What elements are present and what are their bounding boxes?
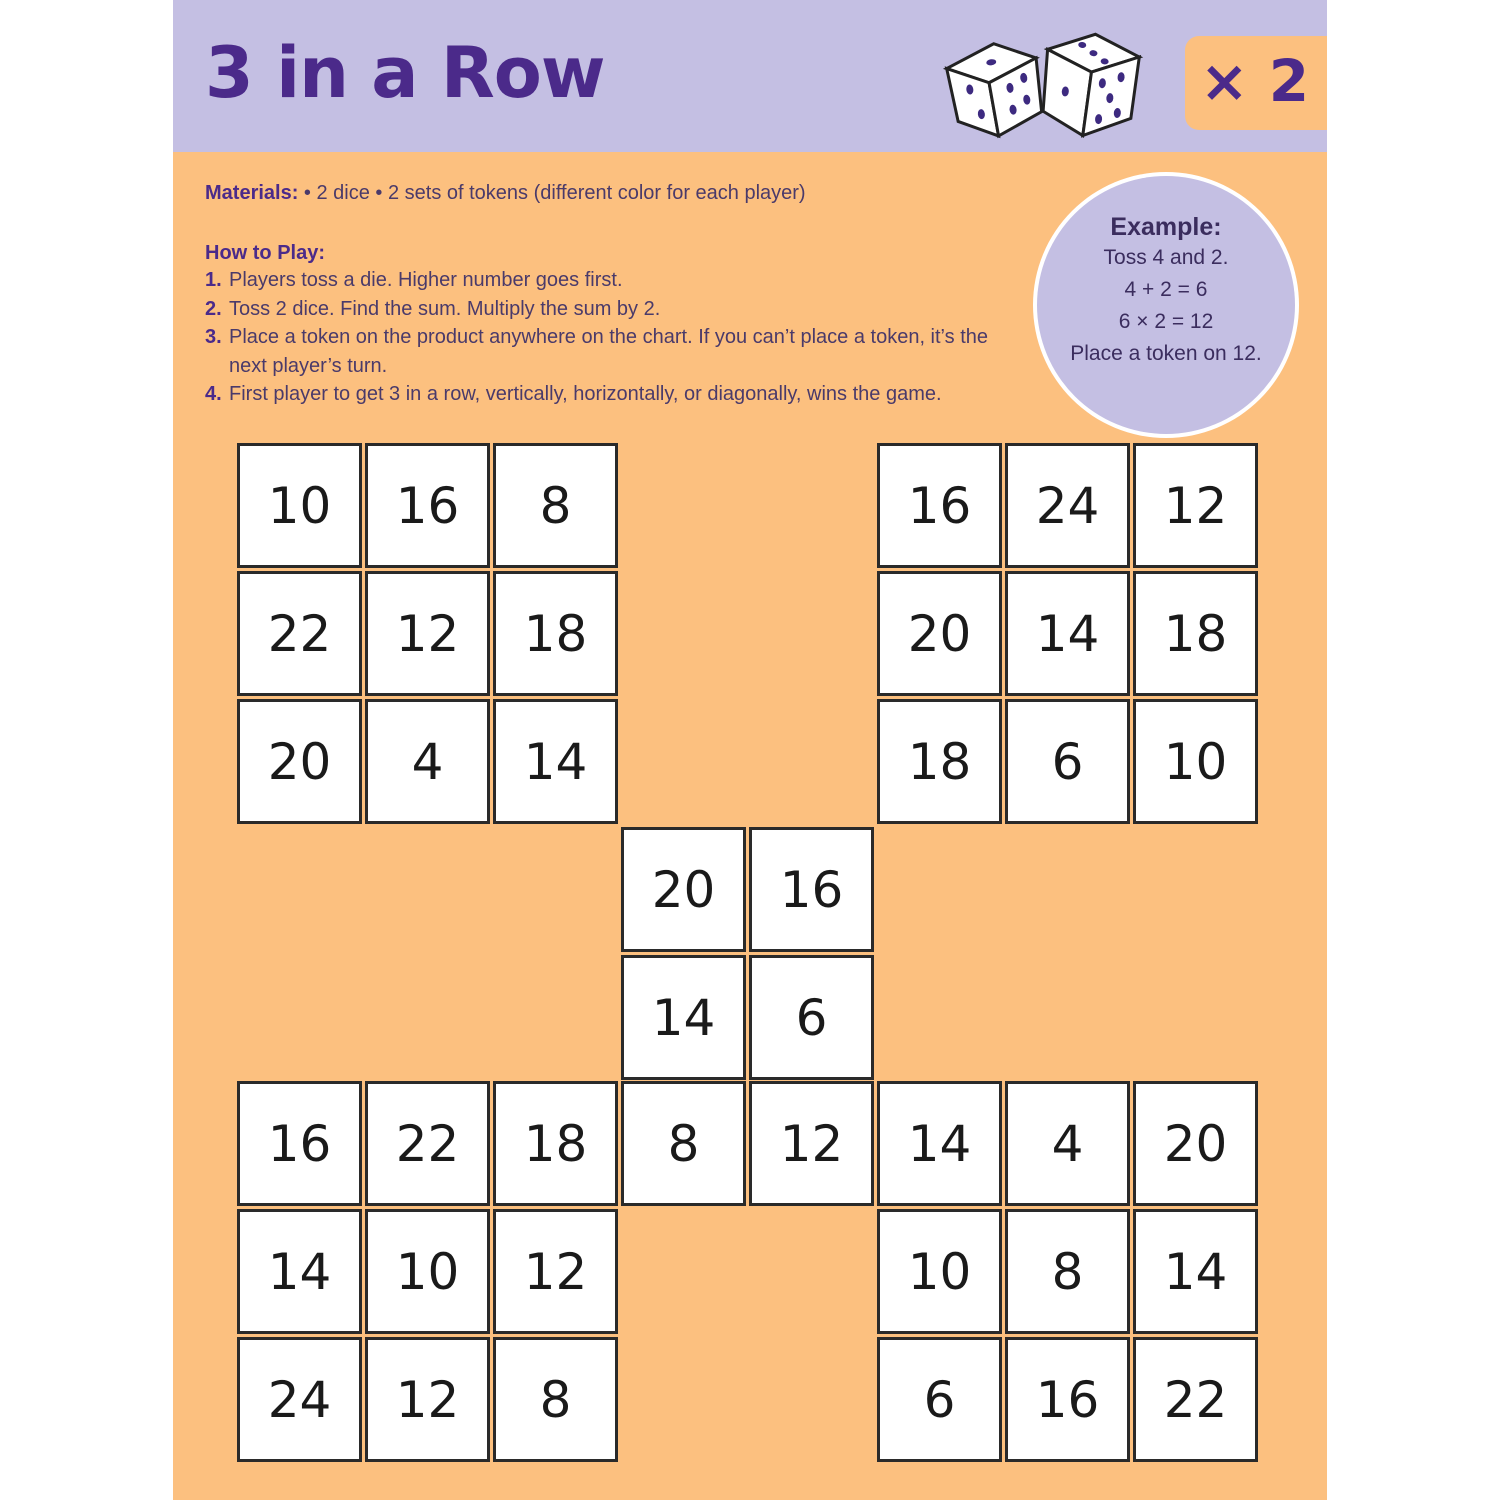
materials-text: • 2 dice • 2 sets of tokens (different color for each player) <box>298 182 806 204</box>
example-line: Place a token on 12. <box>1070 342 1262 365</box>
board-cell[interactable]: 14 <box>237 1209 362 1334</box>
instructions <box>205 180 1025 409</box>
board-cell[interactable]: 4 <box>365 699 490 824</box>
dice-icon <box>940 24 1150 146</box>
step-number: 3. <box>205 326 222 348</box>
step-text: Place a token on the product anywhere on the chart. If you can’t place a token, it’s the next player’s turn. <box>229 326 988 377</box>
board-cell[interactable]: 12 <box>365 1337 490 1462</box>
steps-list <box>205 266 1025 409</box>
step-text: Toss 2 dice. Find the sum. Multiply the sum by 2. <box>229 297 661 320</box>
board-cell[interactable]: 12 <box>749 1081 874 1206</box>
example-line: 6 × 2 = 12 <box>1118 310 1214 333</box>
board-cell[interactable]: 24 <box>1005 443 1130 568</box>
board-cell[interactable]: 14 <box>1133 1209 1258 1334</box>
board-cell[interactable]: 18 <box>877 699 1002 824</box>
step-item <box>205 295 1025 324</box>
multiplier-label: × 2 <box>1200 47 1310 115</box>
step-number: 4. <box>205 383 222 405</box>
board-cell[interactable]: 12 <box>1133 443 1258 568</box>
step-item <box>205 266 1025 295</box>
example-circle <box>1037 176 1295 434</box>
board-cell[interactable]: 16 <box>365 443 490 568</box>
board-cell[interactable]: 18 <box>1133 571 1258 696</box>
step-text: First player to get 3 in a row, vertically, horizontally, or diagonally, wins the game. <box>229 383 942 405</box>
board-cell[interactable]: 16 <box>1005 1337 1130 1462</box>
board-cell[interactable]: 22 <box>1133 1337 1258 1462</box>
step-number: 1. <box>205 269 222 291</box>
page-title: 3 in a Row <box>205 32 605 114</box>
board-cell[interactable]: 4 <box>1005 1081 1130 1206</box>
materials-label: Materials: <box>205 182 299 204</box>
step-item <box>205 380 1025 409</box>
board-cell[interactable]: 8 <box>1005 1209 1130 1334</box>
board-cell[interactable]: 16 <box>749 827 874 952</box>
board-cell[interactable]: 18 <box>493 1081 618 1206</box>
example-title: Example: <box>1110 213 1222 241</box>
how-to-play-title: How to Play: <box>205 242 326 264</box>
board-cell[interactable]: 14 <box>621 955 746 1080</box>
board-cell[interactable]: 24 <box>237 1337 362 1462</box>
board-cell[interactable]: 12 <box>365 571 490 696</box>
step-item <box>205 323 1025 380</box>
board-cell[interactable]: 22 <box>237 571 362 696</box>
materials-line <box>205 180 1025 206</box>
board-cell[interactable]: 14 <box>493 699 618 824</box>
board-cell[interactable]: 8 <box>493 1337 618 1462</box>
board-cell[interactable]: 16 <box>877 443 1002 568</box>
board-cell[interactable]: 6 <box>1005 699 1130 824</box>
board-cell[interactable]: 22 <box>365 1081 490 1206</box>
example-line: Toss 4 and 2. <box>1103 246 1229 269</box>
board-cell[interactable]: 20 <box>877 571 1002 696</box>
board-cell[interactable]: 14 <box>877 1081 1002 1206</box>
board-cell[interactable]: 6 <box>749 955 874 1080</box>
board-cell[interactable]: 20 <box>1133 1081 1258 1206</box>
step-text: Players toss a die. Higher number goes first. <box>229 269 623 291</box>
board-cell[interactable]: 6 <box>877 1337 1002 1462</box>
board-cell[interactable]: 8 <box>493 443 618 568</box>
board-cell[interactable]: 12 <box>493 1209 618 1334</box>
board-cell[interactable]: 18 <box>493 571 618 696</box>
board-cell[interactable]: 10 <box>877 1209 1002 1334</box>
example-line: 4 + 2 = 6 <box>1124 278 1208 301</box>
board-cell[interactable]: 8 <box>621 1081 746 1206</box>
board-cell[interactable]: 16 <box>237 1081 362 1206</box>
board-cell[interactable]: 20 <box>621 827 746 952</box>
board-cell[interactable]: 10 <box>237 443 362 568</box>
board-cell[interactable]: 14 <box>1005 571 1130 696</box>
board-cell[interactable]: 20 <box>237 699 362 824</box>
board-cell[interactable]: 10 <box>365 1209 490 1334</box>
step-number: 2. <box>205 297 222 320</box>
board-cell[interactable]: 10 <box>1133 699 1258 824</box>
